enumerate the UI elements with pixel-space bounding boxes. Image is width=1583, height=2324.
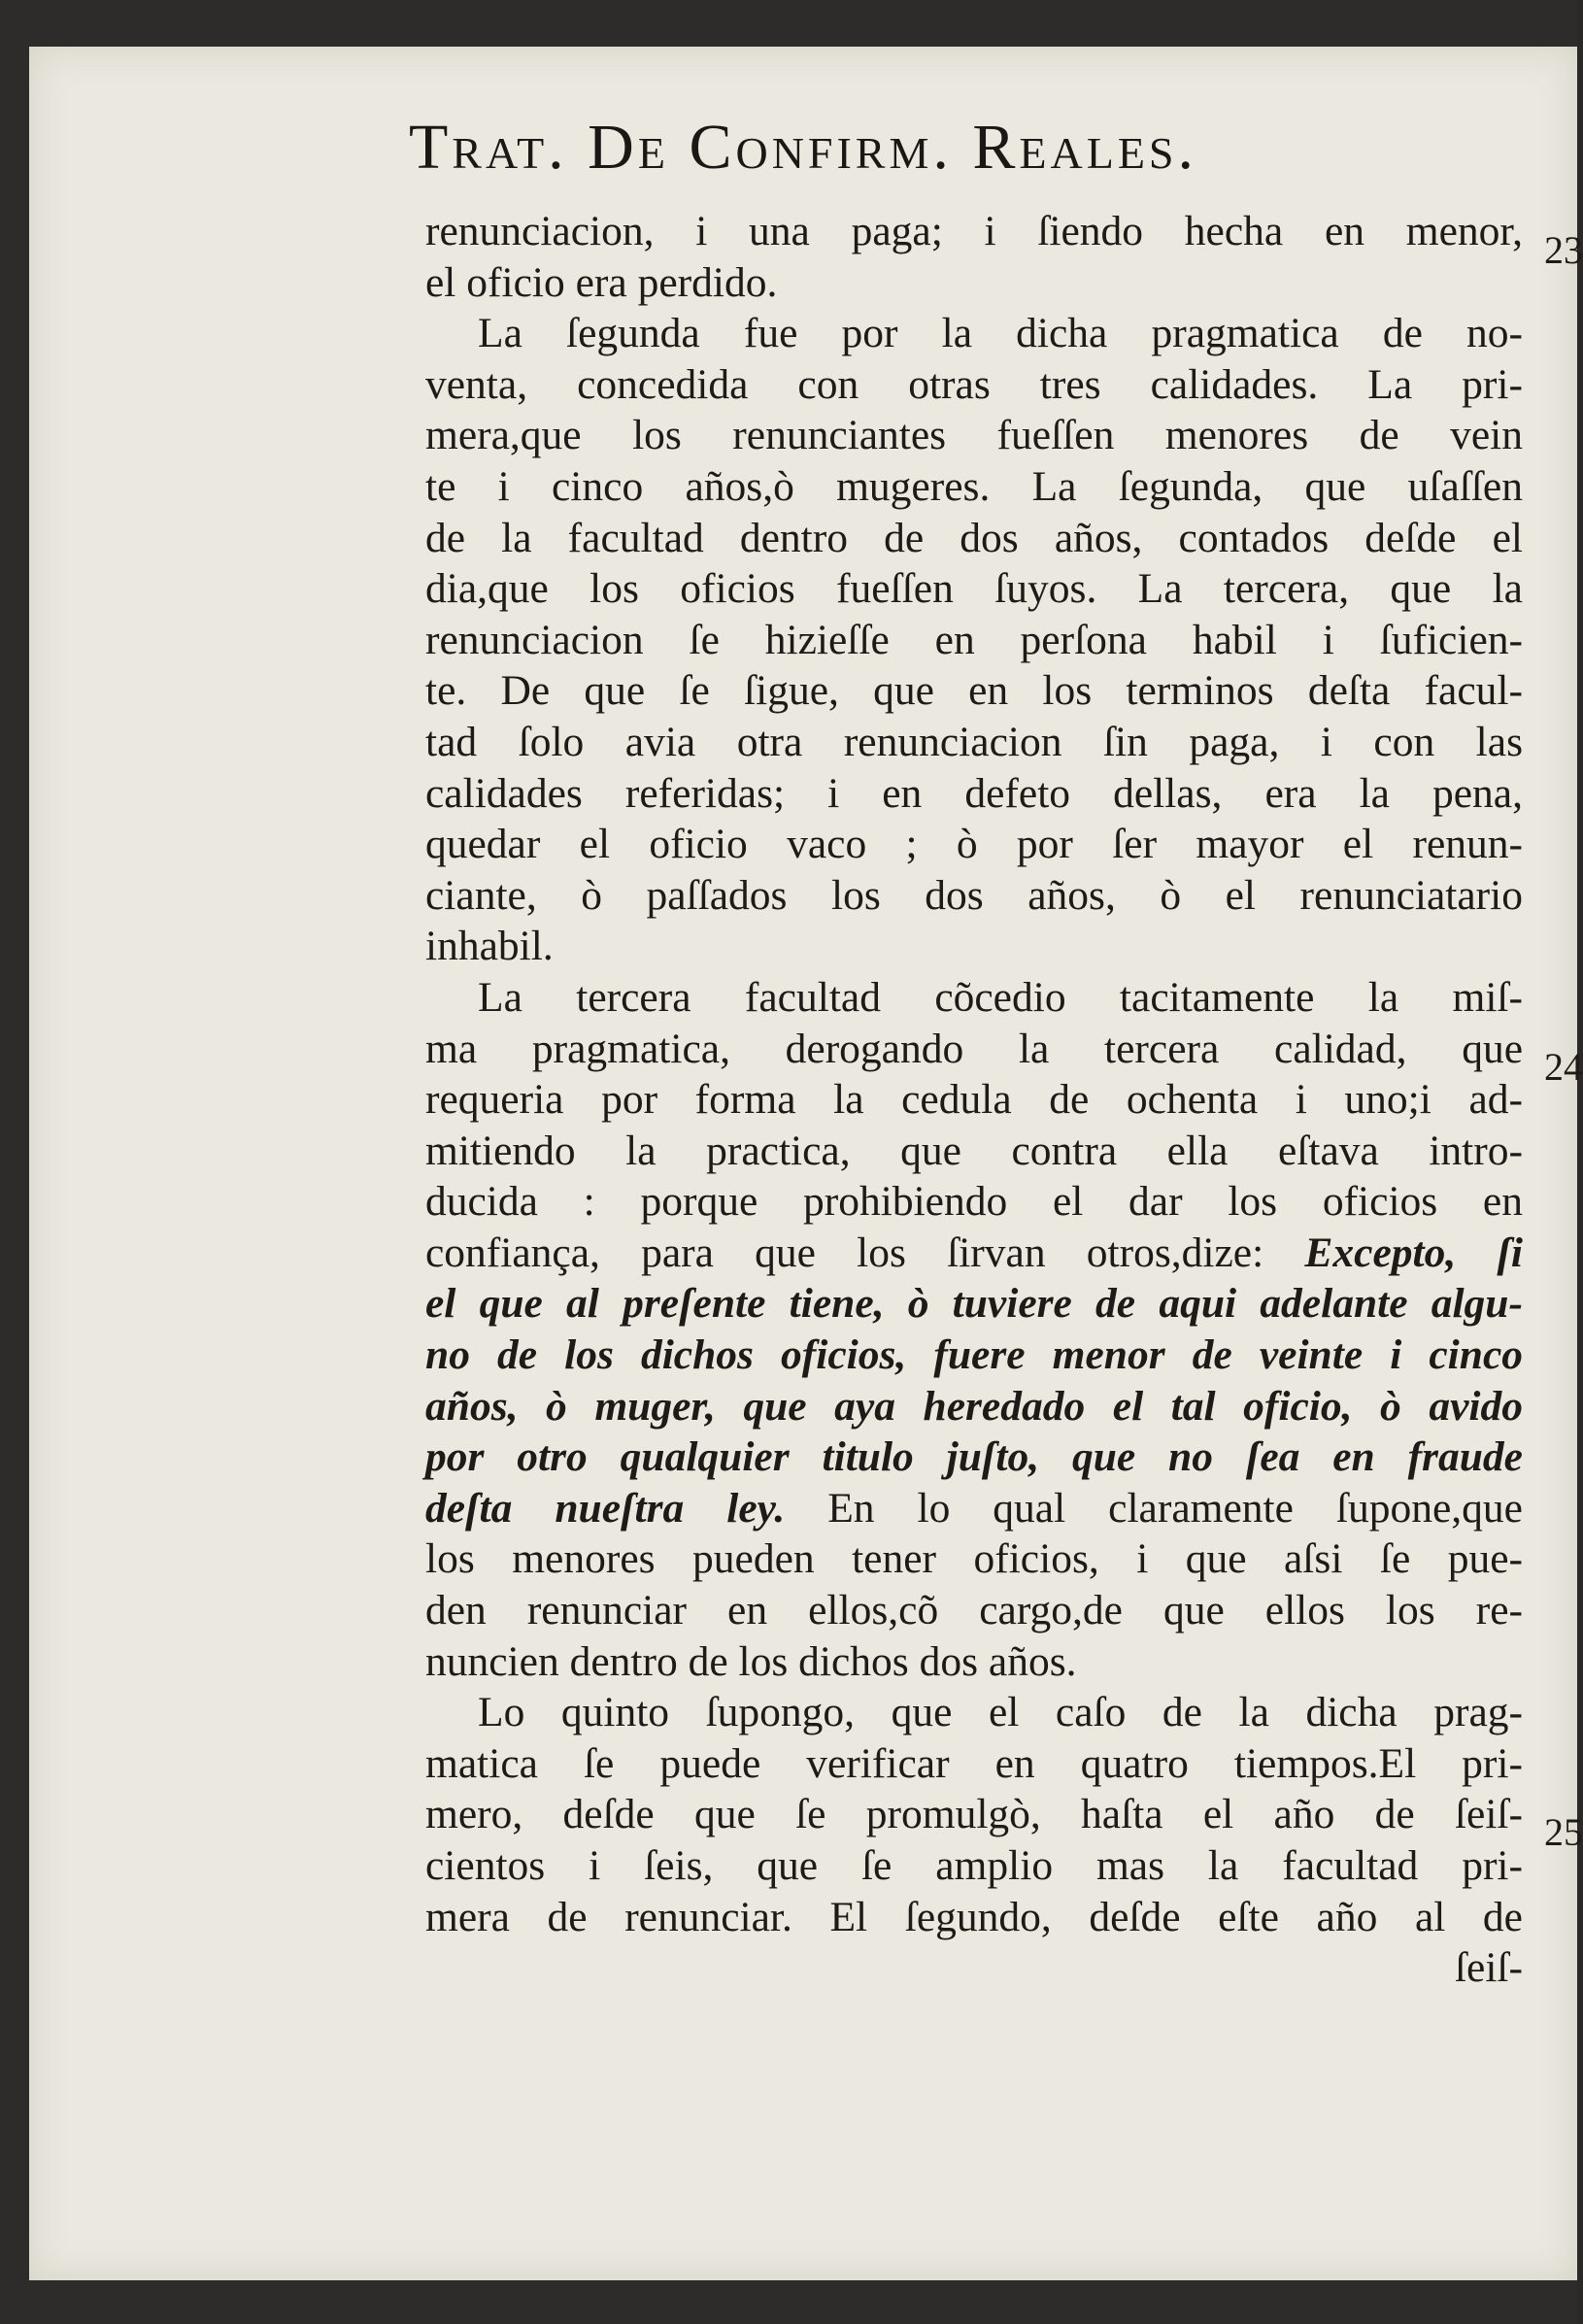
text-line: [425, 768, 1523, 820]
text-line: [425, 410, 1523, 461]
line-text: venta, concedida con otras tres calidades. La pri-: [425, 360, 1523, 408]
line-text: ducida : porque prohibiendo el dar los oficios en: [425, 1178, 1523, 1226]
text-line: [425, 513, 1523, 564]
line-text: matica ſe puede verificar en quatro tiempos.El pri-: [425, 1739, 1523, 1787]
text-line: [425, 870, 1523, 922]
line-text: La ſegunda fue por la dicha pragmatica de no-: [478, 310, 1523, 357]
text-line: [425, 1278, 1523, 1330]
line-text: renunciacion, i una paga; i ſiendo hecha en menor,: [425, 208, 1523, 254]
italic-quote: Excepto, ſi: [1304, 1229, 1523, 1276]
italic-quote: por otro qualquier titulo juſto, que no ſea en fraude: [425, 1433, 1523, 1481]
text-line: [425, 921, 1523, 972]
text-line: [425, 1228, 1523, 1279]
text-line: [425, 717, 1523, 768]
margin-number-23: 23: [1544, 228, 1583, 272]
line-text: renunciacion ſe hizieſſe en perſona habil i ſuficien-: [425, 616, 1523, 663]
running-head: Trat. De Confirm. Reales.: [408, 112, 1198, 183]
line-text: den renunciar en ellos,cõ cargo,de que ellos los re-: [425, 1587, 1523, 1634]
line-text: ma pragmatica, derogando la tercera calidad, que: [425, 1025, 1523, 1072]
text-line: [425, 1892, 1523, 1943]
text-line: [425, 819, 1523, 870]
line-text: mero, deſde que ſe promulgò, haſta el año de ſeiſ-: [425, 1791, 1523, 1838]
line-text: los menores pueden tener oficios, i que aſsi ſe pue-: [425, 1535, 1523, 1583]
line-text: confiança, para que los ſirvan otros,dize:: [425, 1229, 1264, 1276]
line-text: nuncien dentro de los dichos dos años.: [425, 1637, 1077, 1685]
margin-number-25: 25: [1544, 1810, 1583, 1854]
line-text: mera de renunciar. El ſegundo, deſde eſte año al de: [425, 1893, 1523, 1940]
text-line: [425, 1585, 1523, 1636]
text-line: [425, 257, 1523, 309]
margin-number-24: 24: [1544, 1045, 1583, 1089]
italic-quote: deſta nueſtra ley.: [425, 1484, 786, 1532]
line-text: tad ſolo avia otra renunciacion ſin paga, i con las: [425, 718, 1523, 765]
text-line: [425, 1636, 1523, 1688]
text-line: [425, 665, 1523, 717]
line-text: requeria por forma la cedula de ochenta i uno;i ad-: [425, 1076, 1523, 1124]
text-line: [425, 1381, 1523, 1432]
text-line: [425, 461, 1523, 513]
line-text: te i cinco años,ò mugeres. La ſegunda, que uſaſſen: [425, 462, 1523, 510]
text-line: [425, 1738, 1523, 1790]
italic-quote: años, ò muger, que aya heredado el tal oficio, ò avido: [425, 1382, 1523, 1430]
line-text: de la facultad dentro de dos años, contados deſde el: [425, 514, 1523, 561]
line-text: te. De que ſe ſigue, que en los terminos deſta facul-: [425, 667, 1523, 715]
text-line: [425, 1431, 1523, 1483]
text-line: [425, 615, 1523, 666]
line-text: La tercera facultad cõcedio tacitamente la miſ-: [478, 973, 1523, 1021]
line-text: mitiendo la practica, que contra ella eſtava intro-: [425, 1127, 1523, 1174]
text-line: [425, 1533, 1523, 1585]
text-line: [425, 206, 1523, 257]
italic-quote: no de los dichos oficios, fuere menor de veinte i cinco: [425, 1331, 1523, 1379]
line-text: inhabil.: [425, 923, 554, 970]
text-line: [425, 308, 1523, 359]
text-line: [425, 1176, 1523, 1228]
body-text: [425, 206, 1523, 1994]
text-line: [425, 1483, 1523, 1534]
line-text: En lo qual claramente ſupone,que: [785, 1484, 1523, 1532]
text-line: [425, 1330, 1523, 1381]
text-line: [425, 1789, 1523, 1840]
line-text: el oficio era perdido.: [425, 258, 778, 306]
line-text: cientos i ſeis, que ſe amplio mas la facultad pri-: [425, 1842, 1523, 1889]
catchword: ſeiſ-: [1454, 1944, 1523, 1992]
text-line: [425, 359, 1523, 411]
book-page: [29, 47, 1583, 2280]
text-line: [425, 1840, 1523, 1892]
text-line: [425, 563, 1523, 615]
text-line: [425, 1024, 1523, 1075]
italic-quote: el que al preſente tiene, ò tuviere de aqui adelante algu-: [425, 1280, 1523, 1328]
text-line: [425, 1074, 1523, 1126]
line-text: dia,que los oficios fueſſen ſuyos. La tercera, que la: [425, 565, 1523, 613]
line-text: mera,que los renunciantes fueſſen menores de vein: [425, 412, 1523, 459]
line-text: quedar el oficio vaco ; ò por ſer mayor el renun-: [425, 821, 1523, 868]
line-text: ciante, ò paſſados los dos años, ò el renunciatario: [425, 871, 1523, 919]
text-line: [425, 972, 1523, 1024]
line-text: calidades referidas; i en defeto dellas, era la pena,: [425, 769, 1523, 817]
line-text: Lo quinto ſupongo, que el caſo de la dicha prag-: [478, 1689, 1523, 1736]
text-line: [425, 1687, 1523, 1738]
text-line: [425, 1126, 1523, 1177]
